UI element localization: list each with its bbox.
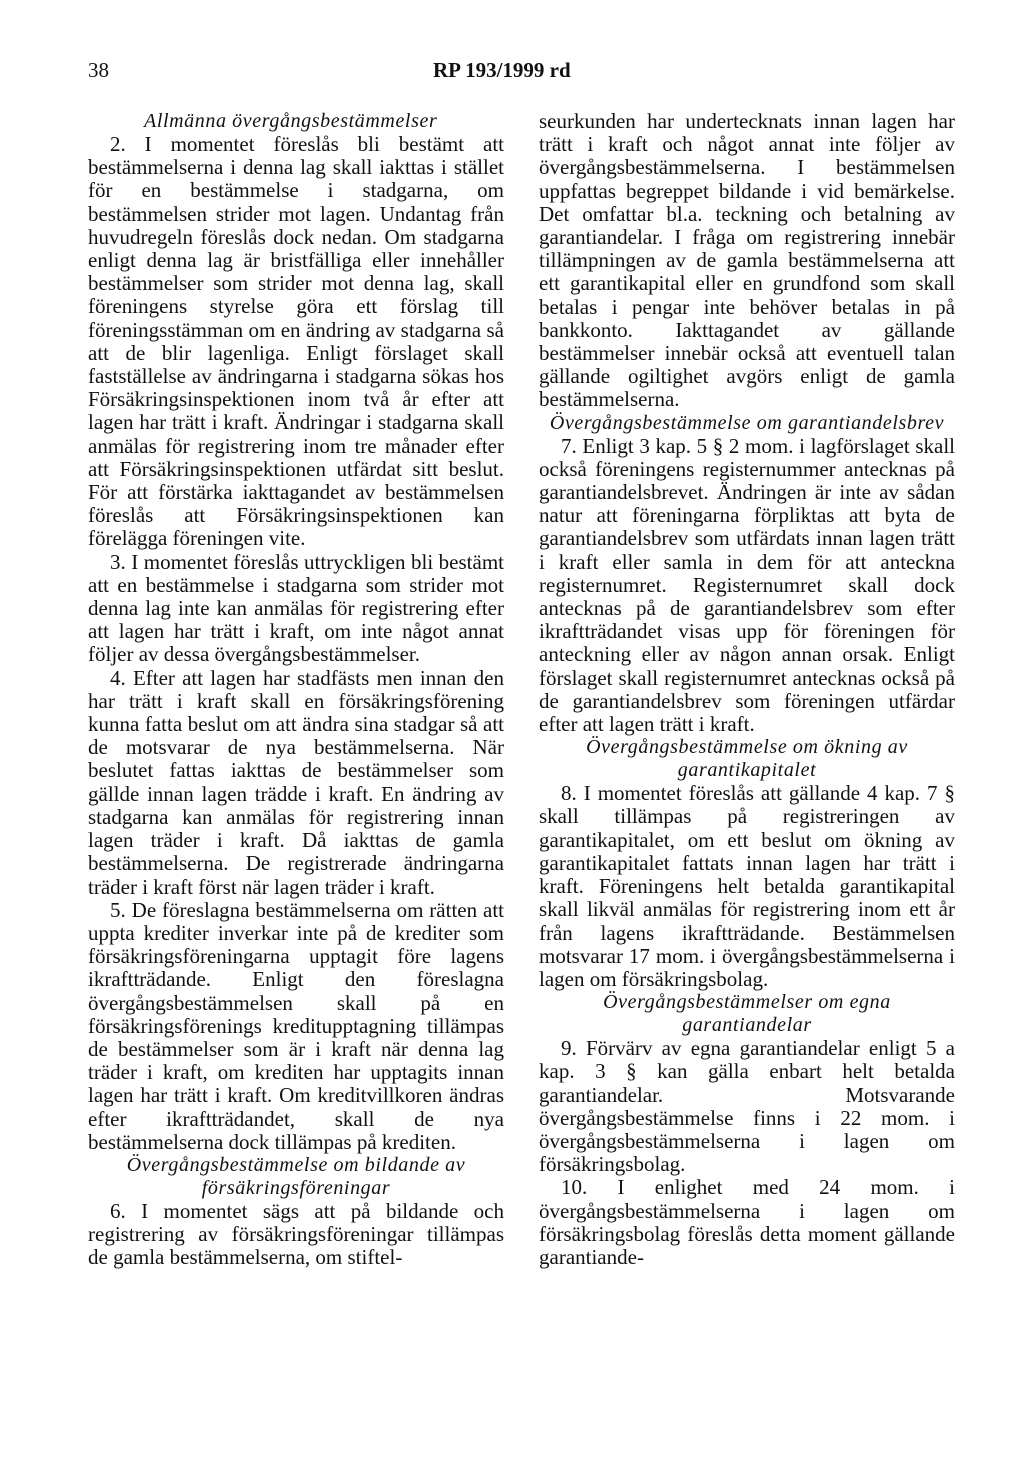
paragraph-4: 4. Efter att lagen har stadfästs men innan den har trätt i kraft skall en försäkringsförening kunna fatta beslut om att ändra sina stadgar så att de motsvarar de nya bestämmelserna. När beslutet fattas iakttas de bestämmelser som gällde innan lagen trädde i kraft. En ändring av stadgarna kan anmälas för registrering innan lagen träder i kraft. Då iakttas de gamla bestämmelserna. De registrerade ändringarna träder i kraft först när lagen träder i kraft.	[88, 665, 504, 899]
section-heading-general: Allmänna övergångsbestämmelser	[144, 110, 438, 132]
section-heading-capital-increase: Övergångsbestämmelse om ökning av garantikapitalet	[586, 736, 908, 782]
paragraph-10: 10. I enlighet med 24 mom. i övergångsbestämmelserna i lagen om försäkringsbolag föreslås detta moment gällande garantiande-	[539, 1175, 955, 1269]
left-column	[88, 110, 504, 1270]
page-number: 38	[88, 58, 109, 82]
paragraph-2: 2. I momentet föreslås bli bestämt att bestämmelserna i denna lag skall iakttas i stället för en bestämmelse i stadgarna, om bestämmelsen strider mot lagen. Undantag från huvudregeln föreslås dock nedan. Om stadgarna enligt denna lag är bristfälliga eller innehåller bestämmelser som strider mot denna lag, skall föreningens styrelse göra ett förslag till föreningsstämman om en ändring av stadgarna så att de blir lagenliga. Enligt förslaget skall fastställelse av ändringarna i stadgarna sökas hos Försäkringsinspektionen inom två år efter att lagen har trätt i kraft. Ändringar i stadgarna skall anmälas för registrering inom tre månader efter att Försäkringsinspektionen utfärdat sitt beslut. För att förstärka iakttagandet av bestämmelsen föreslås att Försäkringsinspektionen kan förelägga föreningen vite.	[88, 132, 504, 551]
paragraph-3: 3. I momentet föreslås uttryckligen bli bestämt att en bestämmelse i stadgarna som strider mot denna lag inte kan anmälas för registrering efter att lagen har trätt i kraft, om inte något annat följer av dessa övergångsbestämmelser.	[88, 549, 504, 667]
paragraph-6: 6. I momentet sägs att på bildande och registrering av försäkringsföreningar tillämpas de gamla bestämmelserna, om stiftel-	[88, 1198, 504, 1270]
paragraph-6-continued: seurkunden har undertecknats innan lagen har trätt i kraft och något annat inte följer av övergångsbestämmelserna. I bestämmelsen uppfattas begreppet bildande i vid bemärkelse. Det omfattar bl.a. teckning och betalning av garantiandelar. I fråga om registrering innebär tillämpningen av de gamla bestämmelserna att ett garantikapital eller en grundfond som skall betalas i pengar inte behöver betalas in på bankkonto. Iakttagandet av gällande bestämmelser innebär också att eventuell talan gällande ogiltighet avgörs enligt de gamla bestämmelserna.	[539, 109, 955, 412]
paragraph-7: 7. Enligt 3 kap. 5 § 2 mom. i lagförslaget skall också föreningens registernummer antecknas på garantiandelsbrevet. Ändringen är inte av sådan natur att föreningarna förpliktas att byta de garantiandelsbrev som utfärdats innan lagen trätt i kraft eller samla in dem för att anteckna registernumret. Registernumret skall dock antecknas på de garantiandelsbrev som efter ikraftträdandet visas upp för föreningen för anteckning eller av någon annan orsak. Enligt förslaget skall registernumret antecknas också på de garantiandelsbrev som föreningen utfärdar efter att lagen trätt i kraft.	[539, 433, 955, 737]
section-heading-own-shares: Övergångsbestämmelser om egna garantiandelar	[603, 991, 891, 1037]
paragraph-8: 8. I momentet föreslås att gällande 4 kap. 7 § skall tillämpas på registreringen av garantikapitalet, om ett beslut om ökning av garantikapitalet fattats innan lagen har trätt i kraft. Föreningens helt betalda garantikapital skall likväl anmälas för registrering inom ett år från lagens ikraftträdande. Bestämmelsen motsvarar 17 mom. i övergångsbestämmelserna i lagen om försäkringsbolag.	[539, 781, 955, 991]
section-heading-guarantee-certificates: Övergångsbestämmelse om garantiandelsbrev	[549, 411, 945, 434]
paragraph-9: 9. Förvärv av egna garantiandelar enligt 5 a kap. 3 § kan gälla enbart helt betalda garantiandelar. Motsvarande övergångsbestämmelse finns i 22 mom. i övergångsbestämmelserna i lagen om försäkringsbolag.	[539, 1036, 955, 1177]
page-header	[0, 58, 1024, 90]
section-heading-formation: Övergångsbestämmelse om bildande av försäkringsföreningar	[126, 1153, 466, 1199]
paragraph-5: 5. De föreslagna bestämmelserna om rätten att uppta krediter inverkar inte på de krediter som försäkringsföreningarna upptagit före lagens ikraftträdande. Enligt den föreslagna övergångsbestämmelsen skall på en försäkringsförenings kreditupptagning tillämpas de bestämmelser som är i kraft när denna lag träder i kraft, om krediten har upptagits innan lagen har trätt i kraft. Om kreditvillkoren ändras efter ikraftträdandet, skall de nya bestämmelserna dock tillämpas på krediten.	[88, 897, 504, 1154]
right-column	[539, 110, 955, 1269]
document-reference: RP 193/1999 rd	[433, 58, 571, 82]
